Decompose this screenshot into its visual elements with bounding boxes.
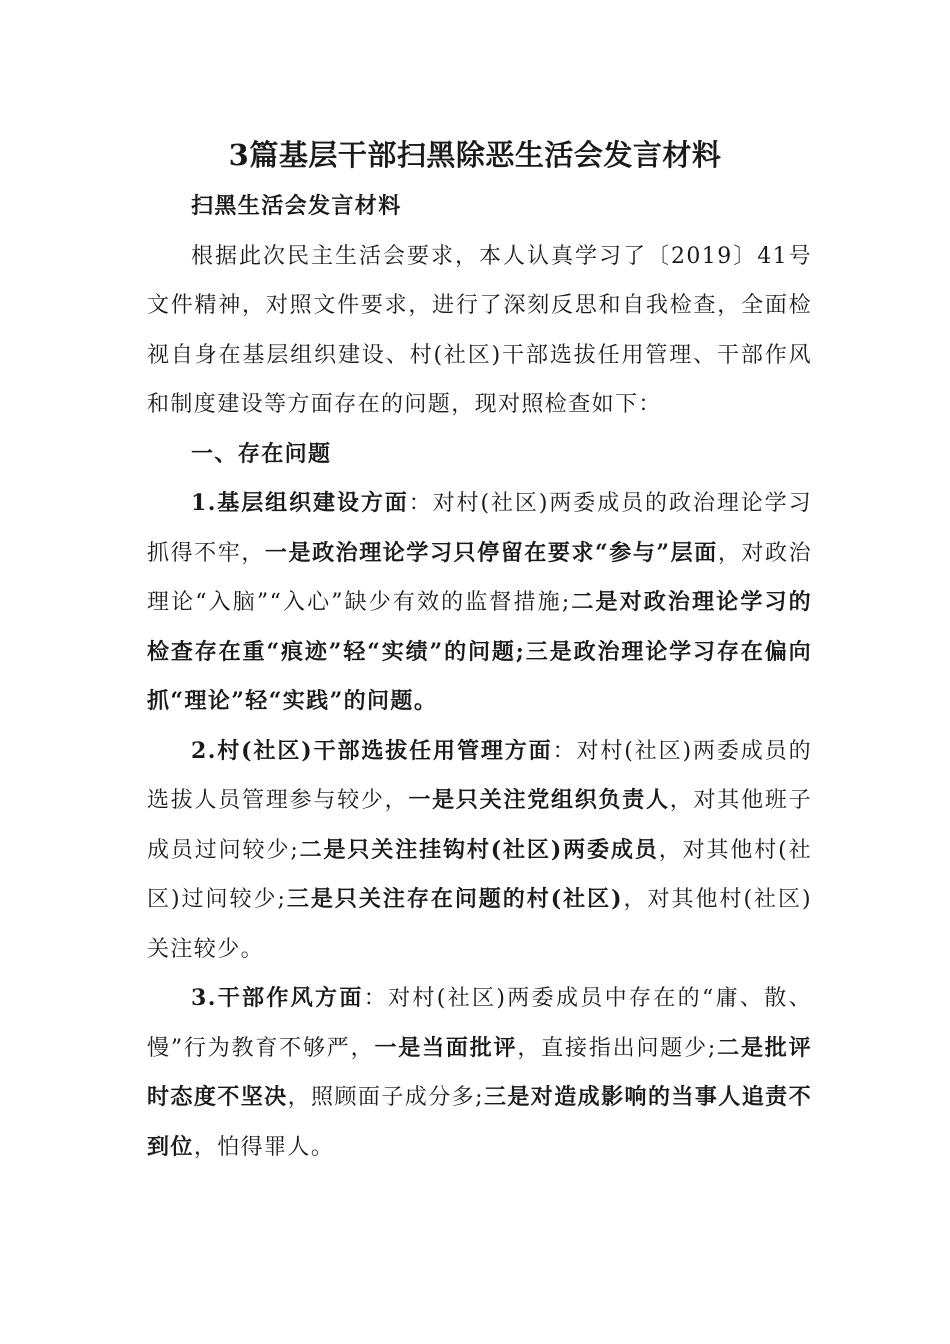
section-heading-problems: 一、存在问题 [191, 440, 332, 467]
paragraph-emphasis: 一是政治理论学习只停留在要求“参与”层面 [264, 539, 718, 566]
paragraph-work-style [147, 974, 812, 1172]
paragraph-organization [147, 479, 812, 727]
paragraph-text: ：对村(社区)两委成员中存在的“庸、散、慢”行为教育不够严， [147, 986, 812, 1061]
paragraph-text: ，对其他村(社区)关注较少。 [147, 887, 812, 962]
paragraph-lead: 1.基层组织建设方面 [191, 490, 409, 516]
paragraph-text: ，照顾面子成分多; [287, 1085, 484, 1110]
paragraph-text: ，怕得罪人。 [193, 1134, 335, 1160]
paragraph-text: ，对政治理论“入脑”“入心”缺少有效的监督措施; [147, 540, 812, 615]
intro-paragraph: 根据此次民主生活会要求，本人认真学习了〔2019〕41号文件精神，对照文件要求，进行了深刻反思和自我检查，全面检视自身在基层组织建设、村(社区)干部选拔任用管理、干部作风和制度建设等方面存在的问题，现对照检查如下： [147, 243, 812, 417]
paragraph-cadre-selection [147, 727, 812, 975]
paragraph-lead: 2.村(社区)干部选拔任用管理方面 [191, 737, 553, 764]
paragraph-lead: 3.干部作风方面 [191, 985, 364, 1011]
document-body [147, 182, 812, 1172]
paragraph-emphasis: 三是对造成影响的当事人追责不到位 [147, 1084, 812, 1160]
paragraph-text: ，直接指出问题少; [517, 1035, 717, 1061]
paragraph-text: ，对其他村(社区)过问较少; [147, 837, 812, 912]
document-title: 3篇基层干部扫黑除恶生活会发言材料 [228, 138, 722, 172]
paragraph-emphasis: 二是批评时态度不坚决 [147, 1034, 813, 1110]
paragraph-text: ：对村(社区)两委成员的政治理论学习抓得不牢， [147, 491, 812, 566]
paragraph-text: ，对其他班子成员过问较少; [147, 788, 812, 863]
paragraph-emphasis: 二是只关注挂钩村(社区)两委成员 [299, 836, 659, 863]
paragraph-text: ：对村(社区)两委成员的选拔人员管理参与较少， [147, 738, 813, 813]
paragraph-emphasis: 一是只关注党组织负责人 [408, 787, 670, 813]
paragraph-emphasis: 二是对政治理论学习的检查存在重“痕迹”轻“实绩”的问题;三是政治理论学习存在偏向抓“理论”轻“实践”的问题。 [147, 589, 812, 714]
paragraph-emphasis: 三是只关注存在问题的村(社区) [286, 886, 623, 912]
paragraph-emphasis: 一是当面批评 [374, 1034, 518, 1061]
document-subtitle: 扫黑生活会发言材料 [191, 193, 402, 219]
